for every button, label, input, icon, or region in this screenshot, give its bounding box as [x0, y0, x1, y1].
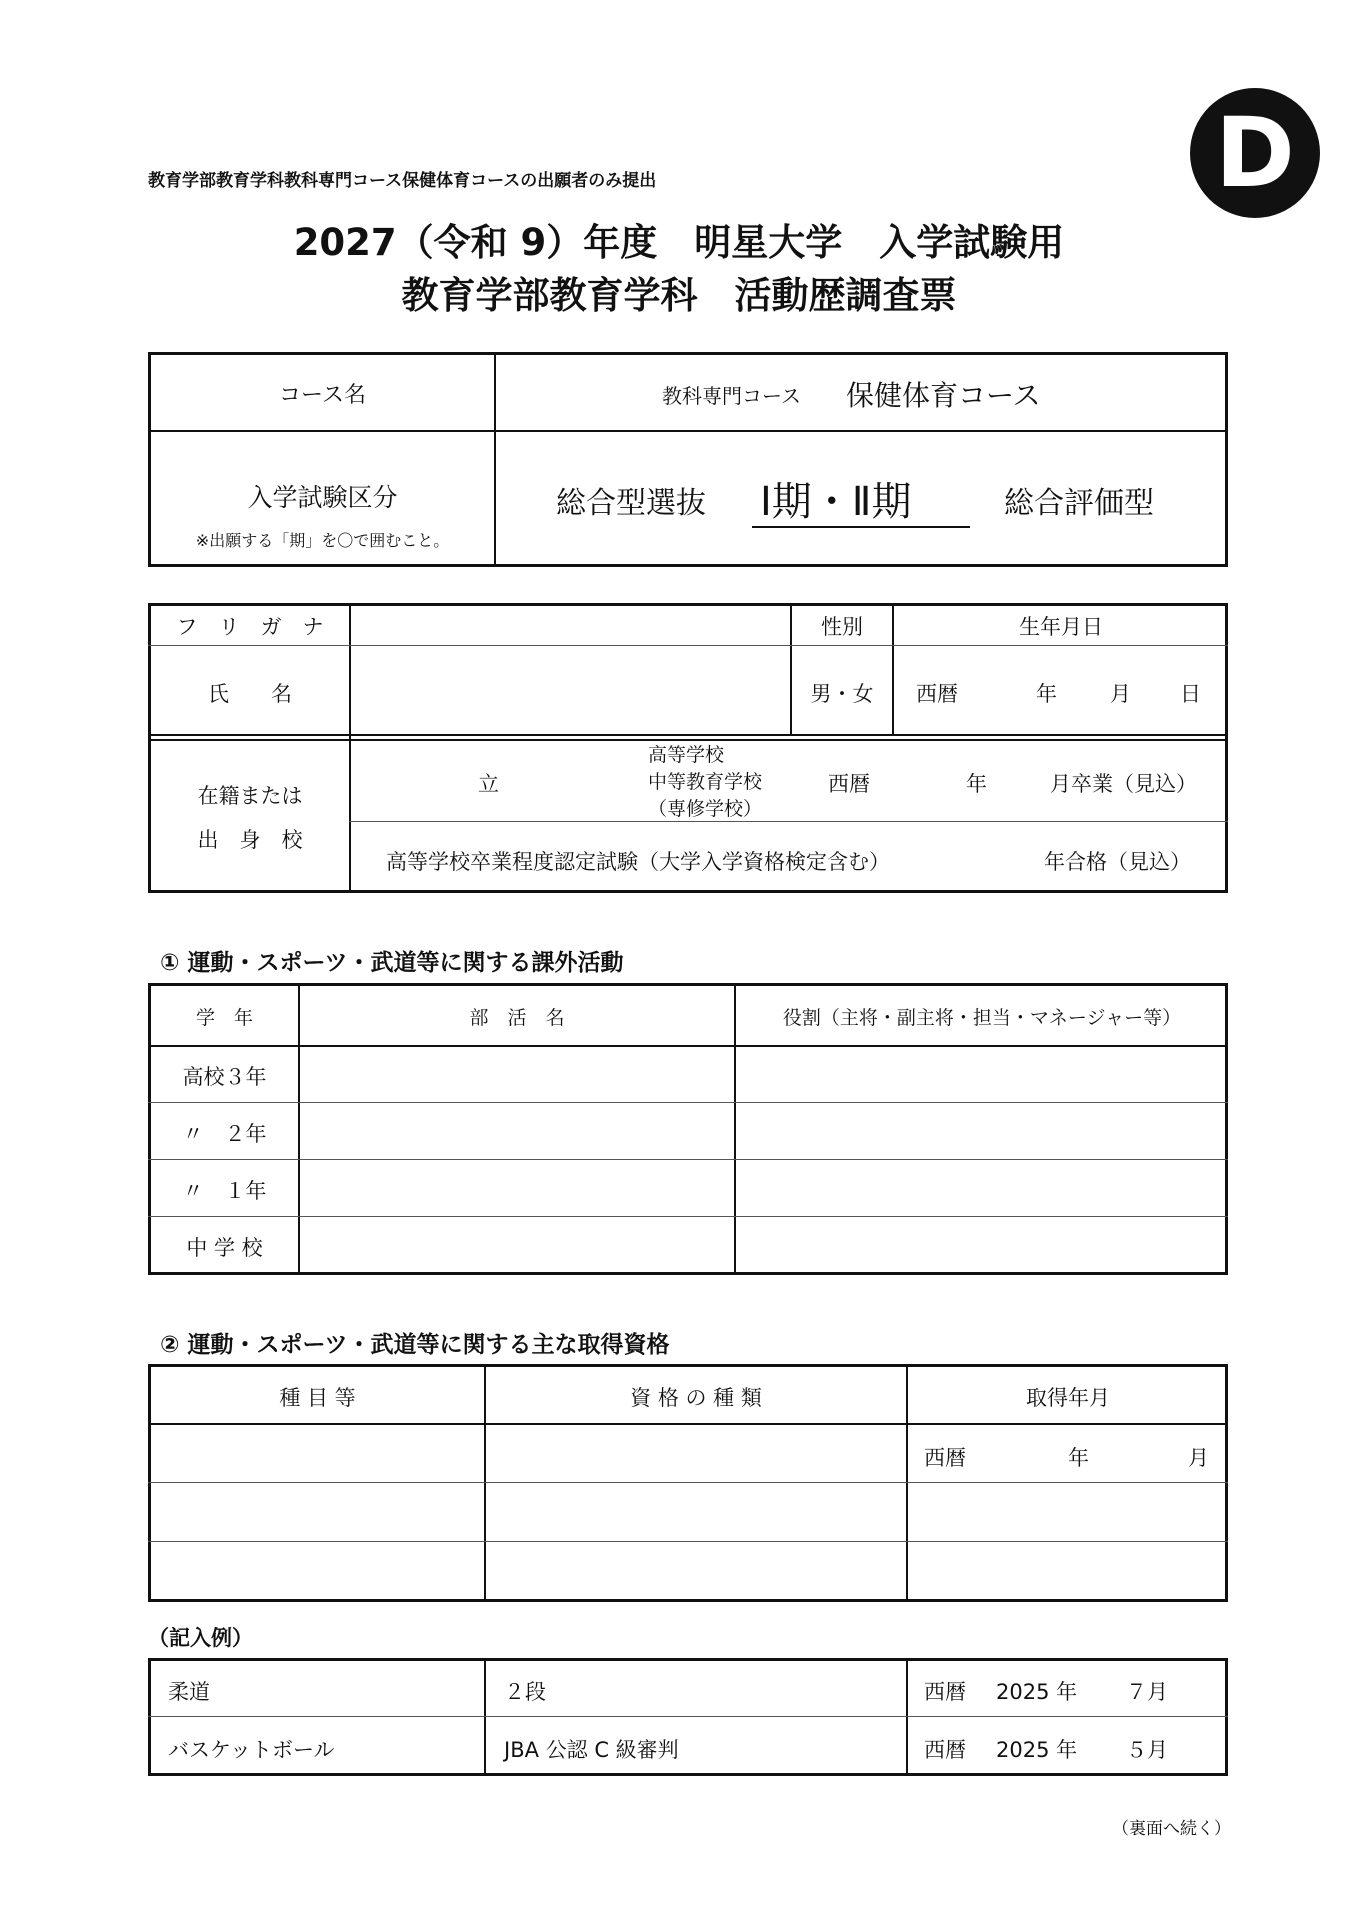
qual-type-input[interactable]: [487, 1426, 905, 1481]
birthdate-label: 生年月日: [1019, 615, 1103, 639]
qual-header-event: 種 目 等: [279, 1386, 356, 1410]
example-date-month: ５月: [1126, 1738, 1168, 1762]
example-date-seireki: 西暦: [924, 1680, 966, 1704]
school-label-line1: 在籍または: [197, 784, 303, 808]
activities-row-grade: 〃 ２年: [182, 1122, 267, 1146]
equivalency-exam-label: 高等学校卒業程度認定試験（大学入学資格検定含む）: [386, 850, 890, 874]
grad-year-unit: 年: [966, 772, 987, 796]
school-type-vocational: （専修学校）: [648, 798, 763, 820]
continue-note: （裏面へ続く）: [1112, 1819, 1231, 1839]
school-label-line2: 出 身 校: [197, 828, 303, 852]
activities-row-grade: 〃 １年: [182, 1179, 267, 1203]
activities-row-grade: 中 学 校: [186, 1236, 263, 1260]
name-input[interactable]: [352, 648, 789, 732]
exam-note: ※出願する「期」を〇で囲むこと。: [195, 531, 450, 550]
birth-day-unit: 日: [1180, 682, 1201, 706]
role-input[interactable]: [737, 1048, 1225, 1101]
form-type-badge: D: [1190, 88, 1320, 218]
activities-header-club: 部 活 名: [469, 1007, 565, 1029]
example-event: 柔道: [168, 1680, 210, 1704]
grad-status: 月卒業（見込）: [1050, 772, 1197, 796]
role-input[interactable]: [737, 1161, 1225, 1215]
course-value-small: 教科専門コース: [662, 384, 801, 408]
qual-date-year-unit: 年: [1068, 1446, 1089, 1470]
section2-title: ② 運動・スポーツ・武道等に関する主な取得資格: [160, 1332, 670, 1358]
qual-header-date: 取得年月: [1026, 1386, 1110, 1410]
qual-date-seireki: 西暦: [924, 1446, 966, 1470]
example-date-seireki: 西暦: [924, 1738, 966, 1762]
example-date-month: ７月: [1126, 1680, 1168, 1704]
gender-selector[interactable]: 男・女: [810, 682, 874, 706]
activities-header-role: 役割（主将・副主将・担当・マネージャー等）: [782, 1007, 1182, 1029]
activities-header-grade: 学 年: [195, 1007, 253, 1029]
qual-event-input[interactable]: [151, 1426, 483, 1481]
example-title: （記入例）: [148, 1626, 253, 1650]
school-type-high: 高等学校: [648, 744, 725, 766]
equivalency-pass-status: 年合格（見込）: [1044, 850, 1191, 874]
birth-year-unit: 年: [1036, 682, 1057, 706]
example-qualification: JBA 公認 C 級審判: [504, 1738, 679, 1762]
example-date-year: 2025 年: [996, 1738, 1078, 1762]
role-input[interactable]: [737, 1218, 1225, 1271]
club-name-input[interactable]: [301, 1218, 733, 1271]
exam-label: 入学試験区分: [247, 483, 398, 512]
club-name-input[interactable]: [301, 1048, 733, 1101]
qual-event-input[interactable]: [151, 1484, 483, 1540]
qual-date-month-unit: 月: [1188, 1446, 1209, 1470]
name-label: 氏 名: [208, 682, 292, 706]
qual-event-input[interactable]: [151, 1543, 483, 1598]
course-label: コース名: [279, 383, 366, 408]
qual-type-input[interactable]: [487, 1543, 905, 1598]
qual-date-input[interactable]: [909, 1543, 1225, 1598]
gender-label: 性別: [821, 615, 863, 639]
example-event: バスケットボール: [168, 1738, 335, 1762]
page-title-line2: 教育学部教育学科 活動歴調査票: [401, 274, 957, 317]
exam-type: 総合型選抜: [556, 486, 706, 521]
birth-month-unit: 月: [1110, 682, 1131, 706]
school-type-secondary: 中等教育学校: [648, 771, 763, 793]
qual-header-type: 資 格 の 種 類: [630, 1386, 762, 1410]
page-title-line1: 2027（令和 9）年度 明星大学 入学試験用: [293, 221, 1065, 264]
example-qualification: ２段: [504, 1680, 546, 1704]
school-ritsu: 立: [478, 772, 499, 796]
example-date-year: 2025 年: [996, 1680, 1078, 1704]
qual-date-input[interactable]: [909, 1484, 1225, 1540]
course-value-large: 保健体育コース: [846, 379, 1041, 412]
club-name-input[interactable]: [301, 1104, 733, 1158]
qual-type-input[interactable]: [487, 1484, 905, 1540]
exam-method: 総合評価型: [1004, 486, 1154, 521]
activities-row-grade: 高校３年: [182, 1065, 267, 1089]
furigana-input[interactable]: [352, 606, 789, 644]
furigana-label: フ リ ガ ナ: [176, 615, 324, 639]
role-input[interactable]: [737, 1104, 1225, 1158]
exam-periods-selector[interactable]: Ⅰ期・Ⅱ期: [760, 479, 912, 525]
grad-seireki: 西暦: [828, 772, 870, 796]
section1-title: ① 運動・スポーツ・武道等に関する課外活動: [160, 950, 624, 976]
club-name-input[interactable]: [301, 1161, 733, 1215]
birth-seireki: 西暦: [916, 682, 958, 706]
header-note: 教育学部教育学科教科専門コース保健体育コースの出願者のみ提出: [148, 171, 657, 191]
